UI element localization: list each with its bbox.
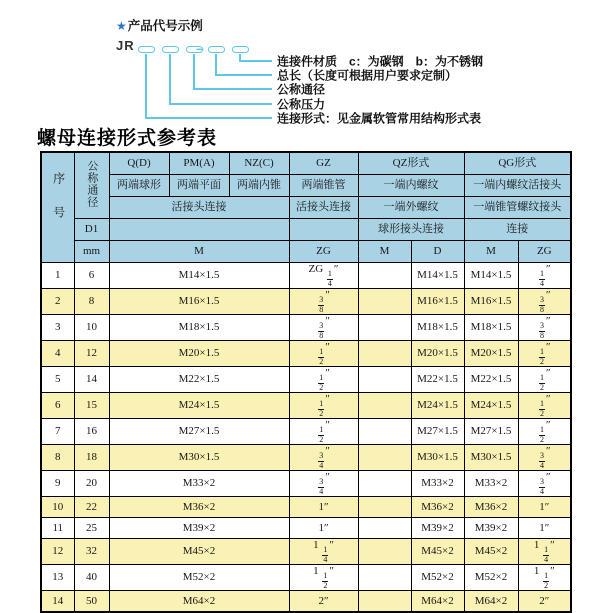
- gz-zg-cell: 1 $\frac{1}{2}$ ″: [289, 565, 358, 591]
- fraction: $\frac{1}{2}$: [319, 373, 324, 392]
- qg-zg-cell: $\frac{1}{4}$ ″: [518, 263, 571, 289]
- m-cell: M24×1.5: [109, 393, 289, 419]
- qg-zg-cell: 2″: [518, 591, 571, 613]
- fraction: $\frac{3}{8}$: [539, 321, 544, 340]
- fraction: $\frac{1}{2}$: [319, 347, 324, 366]
- fraction: $\frac{3}{4}$: [539, 451, 544, 470]
- connector-line: [239, 60, 272, 62]
- serial-cell: 12: [41, 539, 74, 565]
- qz-d-cell: M14×1.5: [411, 263, 464, 289]
- qg-m-cell: M52×2: [464, 565, 518, 591]
- header-ends-qz: 一端内螺纹: [358, 175, 464, 197]
- table-row: [41, 367, 571, 393]
- dn-cell: 15: [74, 393, 109, 419]
- fraction: $\frac{3}{8}$: [319, 295, 324, 314]
- gz-zg-cell: $\frac{3}{4}$ ″: [289, 471, 358, 497]
- fraction: $\frac{1}{2}$: [323, 571, 328, 590]
- qz-m-cell: [358, 419, 411, 445]
- qz-m-cell: [358, 445, 411, 471]
- fraction: $\frac{3}{8}$: [539, 295, 544, 314]
- qg-zg-cell: $\frac{1}{2}$ ″: [518, 367, 571, 393]
- header-sub-qz-m: M: [358, 241, 411, 263]
- connector-line: [169, 103, 272, 105]
- header-group-qd: Q(D): [109, 152, 169, 175]
- header-ends-qg: 一端内螺纹活接头: [464, 175, 571, 197]
- qg-m-cell: M22×1.5: [464, 367, 518, 393]
- table-row: [41, 591, 571, 613]
- serial-cell: 8: [41, 445, 74, 471]
- table-header: [41, 152, 571, 263]
- serial-cell: 3: [41, 315, 74, 341]
- serial-cell: 13: [41, 565, 74, 591]
- fraction: $\frac{1}{4}$: [323, 545, 328, 564]
- qz-m-cell: [358, 471, 411, 497]
- table-row: [41, 445, 571, 471]
- gz-zg-cell: $\frac{1}{2}$ ″: [289, 419, 358, 445]
- qz-m-cell: [358, 518, 411, 539]
- dn-cell: 12: [74, 341, 109, 367]
- header-mm: mm: [74, 241, 109, 263]
- connector-line: [215, 74, 272, 76]
- table-row: [41, 289, 571, 315]
- header-nominal-diameter-label: 公称通径: [85, 159, 98, 208]
- table-row: [41, 341, 571, 367]
- serial-cell: 14: [41, 591, 74, 613]
- callout-total-length: 总长（长度可根据用户要求定制）: [277, 68, 458, 83]
- qg-m-cell: M18×1.5: [464, 315, 518, 341]
- qg-m-cell: M16×1.5: [464, 289, 518, 315]
- qg-zg-cell: $\frac{3}{4}$ ″: [518, 471, 571, 497]
- header-group-qz: QZ形式: [358, 152, 464, 175]
- dn-cell: 10: [74, 315, 109, 341]
- table-row: [41, 539, 571, 565]
- connector-line: [145, 54, 147, 118]
- header-group-qg: QG形式: [464, 152, 571, 175]
- qg-zg-cell: $\frac{3}{8}$ ″: [518, 289, 571, 315]
- code-box-2: [162, 46, 179, 53]
- fraction: $\frac{1}{4}$: [327, 269, 332, 288]
- qg-zg-cell: $\frac{1}{2}$ ″: [518, 393, 571, 419]
- fraction: $\frac{1}{2}$: [319, 399, 324, 418]
- callout-nominal-bore: 公称通径: [277, 82, 326, 97]
- qz-d-cell: M36×2: [411, 497, 464, 518]
- qz-m-cell: [358, 591, 411, 613]
- m-cell: M22×1.5: [109, 367, 289, 393]
- header-conn-qz3: 球形接头连接: [358, 219, 464, 241]
- callout-material: 连接件材质 c：为碳钢 b：为不锈钢: [277, 54, 484, 69]
- qz-m-cell: [358, 497, 411, 518]
- qg-zg-cell: 1 $\frac{1}{4}$ ″: [518, 539, 571, 565]
- qg-zg-cell: 1 $\frac{1}{2}$ ″: [518, 565, 571, 591]
- header-sub-qg-zg: ZG: [518, 241, 571, 263]
- diagram-heading: [116, 16, 203, 34]
- header-conn-qz2: 一端外螺纹: [358, 197, 464, 219]
- qg-m-cell: M39×2: [464, 518, 518, 539]
- serial-cell: 7: [41, 419, 74, 445]
- header-sub-qz-d: D: [411, 241, 464, 263]
- qg-zg-cell: 1″: [518, 497, 571, 518]
- fraction: $\frac{1}{2}$: [539, 399, 544, 418]
- m-cell: M14×1.5: [109, 263, 289, 289]
- m-cell: M27×1.5: [109, 419, 289, 445]
- code-box-4: [208, 46, 225, 53]
- serial-cell: 4: [41, 341, 74, 367]
- fraction: $\frac{1}{4}$: [539, 269, 544, 288]
- header-sub-qg-m: M: [464, 241, 518, 263]
- header-sub-zg: ZG: [289, 241, 358, 263]
- table-body: [41, 263, 571, 613]
- gz-zg-cell: 1 $\frac{1}{4}$ ″: [289, 539, 358, 565]
- dn-cell: 14: [74, 367, 109, 393]
- qz-d-cell: M30×1.5: [411, 445, 464, 471]
- qg-zg-cell: $\frac{3}{8}$ ″: [518, 315, 571, 341]
- qz-m-cell: [358, 539, 411, 565]
- header-serial-label: 序号: [51, 171, 66, 240]
- table-row: [41, 565, 571, 591]
- qz-d-cell: M39×2: [411, 518, 464, 539]
- code-box-5: [232, 46, 249, 53]
- connector-line: [169, 54, 171, 104]
- qz-d-cell: M22×1.5: [411, 367, 464, 393]
- m-cell: M39×2: [109, 518, 289, 539]
- dn-cell: 32: [74, 539, 109, 565]
- qz-m-cell: [358, 393, 411, 419]
- dn-cell: 16: [74, 419, 109, 445]
- header-ends-gz: 两端锥管: [289, 175, 358, 197]
- callout-nominal-pressure: 公称压力: [277, 97, 326, 112]
- m-cell: M16×1.5: [109, 289, 289, 315]
- table-row: [41, 471, 571, 497]
- m-cell: M36×2: [109, 497, 289, 518]
- qz-d-cell: M52×2: [411, 565, 464, 591]
- dn-cell: 40: [74, 565, 109, 591]
- qz-m-cell: [358, 341, 411, 367]
- m-cell: M52×2: [109, 565, 289, 591]
- table-row: [41, 497, 571, 518]
- qz-d-cell: M33×2: [411, 471, 464, 497]
- gz-zg-cell: $\frac{1}{2}$ ″: [289, 367, 358, 393]
- header-ends-qd: 两端球形: [109, 175, 169, 197]
- qz-m-cell: [358, 263, 411, 289]
- dn-cell: 18: [74, 445, 109, 471]
- table-row: [41, 393, 571, 419]
- m-cell: M33×2: [109, 471, 289, 497]
- serial-cell: 2: [41, 289, 74, 315]
- qg-zg-cell: $\frac{1}{2}$ ″: [518, 341, 571, 367]
- gz-zg-cell: $\frac{3}{8}$ ″: [289, 315, 358, 341]
- qz-m-cell: [358, 367, 411, 393]
- dn-cell: 6: [74, 263, 109, 289]
- qg-m-cell: M36×2: [464, 497, 518, 518]
- m-cell: M64×2: [109, 591, 289, 613]
- header-group-nzc: NZ(C): [229, 152, 289, 175]
- dn-cell: 50: [74, 591, 109, 613]
- m-cell: M18×1.5: [109, 315, 289, 341]
- header-blank-left: [109, 219, 289, 241]
- qz-d-cell: M16×1.5: [411, 289, 464, 315]
- qg-m-cell: M24×1.5: [464, 393, 518, 419]
- serial-cell: 11: [41, 518, 74, 539]
- fraction: $\frac{1}{2}$: [319, 425, 324, 444]
- qg-m-cell: M33×2: [464, 471, 518, 497]
- serial-cell: 10: [41, 497, 74, 518]
- table-row: [41, 419, 571, 445]
- qz-m-cell: [358, 315, 411, 341]
- code-box-1: [138, 46, 155, 53]
- header-sub-m: M: [109, 241, 289, 263]
- gz-zg-cell: $\frac{3}{4}$ ″: [289, 445, 358, 471]
- dn-cell: 25: [74, 518, 109, 539]
- fraction: $\frac{3}{8}$: [319, 321, 324, 340]
- dn-cell: 8: [74, 289, 109, 315]
- table-row: [41, 315, 571, 341]
- fraction: $\frac{3}{4}$: [539, 477, 544, 496]
- dn-cell: 20: [74, 471, 109, 497]
- m-cell: M30×1.5: [109, 445, 289, 471]
- table-row: [41, 263, 571, 289]
- fraction: $\frac{1}{2}$: [539, 347, 544, 366]
- code-prefix: JR: [116, 38, 135, 53]
- connector-line: [145, 117, 272, 119]
- qz-d-cell: M45×2: [411, 539, 464, 565]
- gz-zg-cell: $\frac{1}{2}$ ″: [289, 393, 358, 419]
- qg-m-cell: M64×2: [464, 591, 518, 613]
- callout-connection-form: 连接形式：见金属软管常用结构形式表: [277, 111, 482, 126]
- qg-m-cell: M14×1.5: [464, 263, 518, 289]
- header-conn-left: 活接头连接: [109, 197, 289, 219]
- fraction: $\frac{1}{2}$: [539, 373, 544, 392]
- connector-line: [193, 54, 195, 89]
- gz-zg-cell: 2″: [289, 591, 358, 613]
- qz-m-cell: [358, 565, 411, 591]
- nut-connection-table: [40, 151, 572, 613]
- qg-zg-cell: 1″: [518, 518, 571, 539]
- star-icon: ★: [116, 19, 127, 33]
- fraction: $\frac{1}{2}$: [539, 425, 544, 444]
- connector-line: [193, 88, 272, 90]
- qg-zg-cell: $\frac{3}{4}$ ″: [518, 445, 571, 471]
- qz-d-cell: M24×1.5: [411, 393, 464, 419]
- gz-zg-cell: $\frac{1}{2}$ ″: [289, 341, 358, 367]
- qg-m-cell: M20×1.5: [464, 341, 518, 367]
- table-title: 螺母连接形式参考表: [37, 128, 218, 149]
- m-cell: M45×2: [109, 539, 289, 565]
- qg-m-cell: M30×1.5: [464, 445, 518, 471]
- header-conn-gz: 活接头连接: [289, 197, 358, 219]
- gz-zg-cell: $\frac{3}{8}$ ″: [289, 289, 358, 315]
- table-row: [41, 518, 571, 539]
- fraction: $\frac{1}{2}$: [544, 571, 549, 590]
- header-group-gz: GZ: [289, 152, 358, 175]
- code-dash: –: [196, 40, 204, 56]
- gz-zg-cell: ZG $\frac{1}{4}$ ″: [289, 263, 358, 289]
- header-serial: [41, 152, 74, 263]
- serial-cell: 5: [41, 367, 74, 393]
- dn-cell: 22: [74, 497, 109, 518]
- m-cell: M20×1.5: [109, 341, 289, 367]
- fraction: $\frac{3}{4}$: [319, 477, 324, 496]
- header-nominal-diameter: [74, 152, 109, 219]
- qg-m-cell: M45×2: [464, 539, 518, 565]
- serial-cell: 9: [41, 471, 74, 497]
- header-blank-gz: [289, 219, 358, 241]
- header-ends-pma: 两端平面: [169, 175, 229, 197]
- header-conn-qg3: 连接: [464, 219, 571, 241]
- qz-m-cell: [358, 289, 411, 315]
- header-d1: D1: [74, 219, 109, 241]
- gz-zg-cell: 1″: [289, 497, 358, 518]
- qz-d-cell: M27×1.5: [411, 419, 464, 445]
- gz-zg-cell: 1″: [289, 518, 358, 539]
- fraction: $\frac{1}{4}$: [544, 545, 549, 564]
- diagram-heading-label: 产品代号示例: [127, 19, 203, 33]
- header-ends-nzc: 两端内锥: [229, 175, 289, 197]
- serial-cell: 1: [41, 263, 74, 289]
- qz-d-cell: M20×1.5: [411, 341, 464, 367]
- connector-line: [215, 54, 217, 75]
- serial-cell: 6: [41, 393, 74, 419]
- qz-d-cell: M18×1.5: [411, 315, 464, 341]
- qz-d-cell: M64×2: [411, 591, 464, 613]
- qg-m-cell: M27×1.5: [464, 419, 518, 445]
- qg-zg-cell: $\frac{1}{2}$ ″: [518, 419, 571, 445]
- header-conn-qg2: 一端锥管螺纹接头: [464, 197, 571, 219]
- header-group-pma: PM(A): [169, 152, 229, 175]
- fraction: $\frac{3}{4}$: [319, 451, 324, 470]
